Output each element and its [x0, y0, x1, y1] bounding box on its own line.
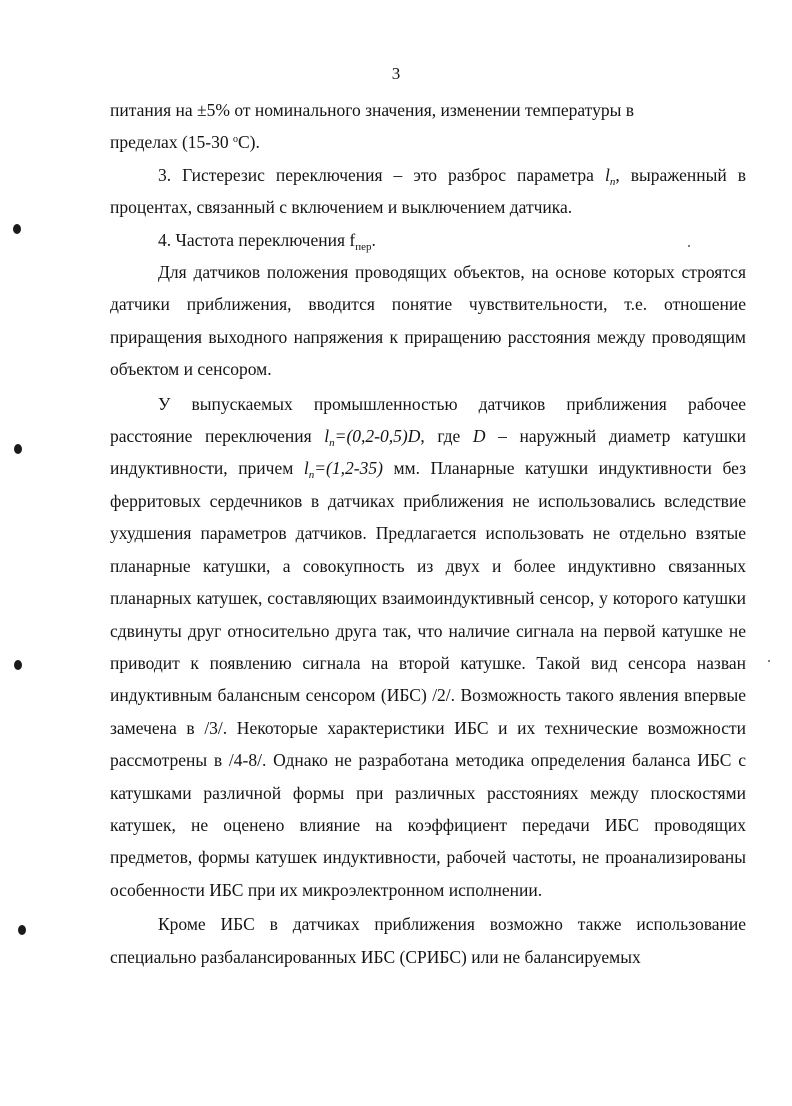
- formula-variable: l: [303, 458, 309, 479]
- text-fragment: Для датчиков положения проводящих объектов, на основе которых строятся датчики приближения, вводится понятие чувствительности, т.е. отношение приращения выходного напряжения к приращению расстояния между проводящим объектом и сенсором.: [110, 262, 746, 380]
- text-fragment: , где: [420, 426, 473, 447]
- paragraph-ibs: [110, 388, 746, 907]
- text-fragment: 3. Гистерезис переключения – это разброс параметра: [158, 164, 605, 185]
- formula-subscript: пер: [355, 240, 372, 253]
- paragraph-line: [110, 126, 746, 158]
- text-fragment: мм. Планарные катушки индуктивности без ферритовых сердечников в датчиках приближения не использовались вследствие ухудшения параметров датчиков. Предлагается использовать не отдельно взятые планарные катушки, а совокупность из двух и более индуктивно связанных планарных катушек, составляющих взаимоиндуктивный сенсор, у которого катушки сдвинуты друг относительно друга так, что наличие сигнала на первой катушке не приводит к появлению сигнала на второй катушке. Такой вид сенсора назван индуктивным балансным сенсором (ИБС) /2/. Возможность такого явления впервые замечена в /3/. Некоторые характеристики ИБС и их технические возможности рассмотрены в /4-8/. Однако не разработана методика определения баланса ИБС с катушками различной формы при различных расстояниях между плоскостями катушек, не оценено влияние на коэффициент передачи ИБС проводящих предметов, формы катушек индуктивности, рабочей частоты, не проанализированы особенности ИБС при их микроэлектронном исполнении.: [110, 458, 747, 900]
- text-fragment: питания на ±5% от номинального значения, изменении температуры в: [110, 100, 634, 120]
- punch-hole-mark: [18, 925, 26, 935]
- paragraph-sensitivity: [110, 256, 746, 386]
- degree-superscript: o: [232, 134, 238, 146]
- formula-variable: l: [604, 164, 610, 185]
- formula-variable: l: [324, 426, 330, 447]
- formula-subscript-text: n: [609, 175, 616, 188]
- text-fragment: пределах (15-30: [110, 132, 233, 153]
- formula-subscript-text: n: [329, 437, 335, 450]
- punch-hole-mark: [14, 660, 22, 670]
- text-fragment: С).: [237, 132, 260, 153]
- text-fragment: .: [371, 229, 376, 250]
- scan-speck: [768, 660, 770, 662]
- paragraph-frequency: [110, 224, 746, 256]
- formula-expression: =(0,2-0,5)D: [334, 426, 421, 447]
- punch-hole-mark: [14, 444, 22, 454]
- text-fragment: 4. Частота переключения f: [158, 229, 356, 250]
- document-body: [110, 94, 746, 973]
- text-fragment: , выраженный в процентах, связанный с включением и выключением датчика.: [110, 164, 746, 218]
- text-fragment: – наружный диаметр катушки индуктивности, причем: [110, 426, 746, 479]
- punch-hole-mark: [13, 224, 21, 234]
- text-fragment: Кроме ИБС в датчиках приближения возможно также использование специально разбалансированных ИБС (СРИБС) или не балансируемых: [110, 914, 746, 967]
- formula-subscript-text: n: [308, 469, 315, 482]
- formula-expression: =(1,2-35): [314, 458, 383, 479]
- paragraph-sribs: [110, 908, 746, 973]
- paragraph-line: [110, 94, 746, 126]
- paragraph-hysteresis: [110, 159, 746, 224]
- page-number: 3: [391, 64, 401, 83]
- formula-variable: D: [472, 426, 486, 447]
- text-fragment: У выпускаемых промышленностью датчиков приближения рабочее расстояние переключения: [110, 393, 746, 447]
